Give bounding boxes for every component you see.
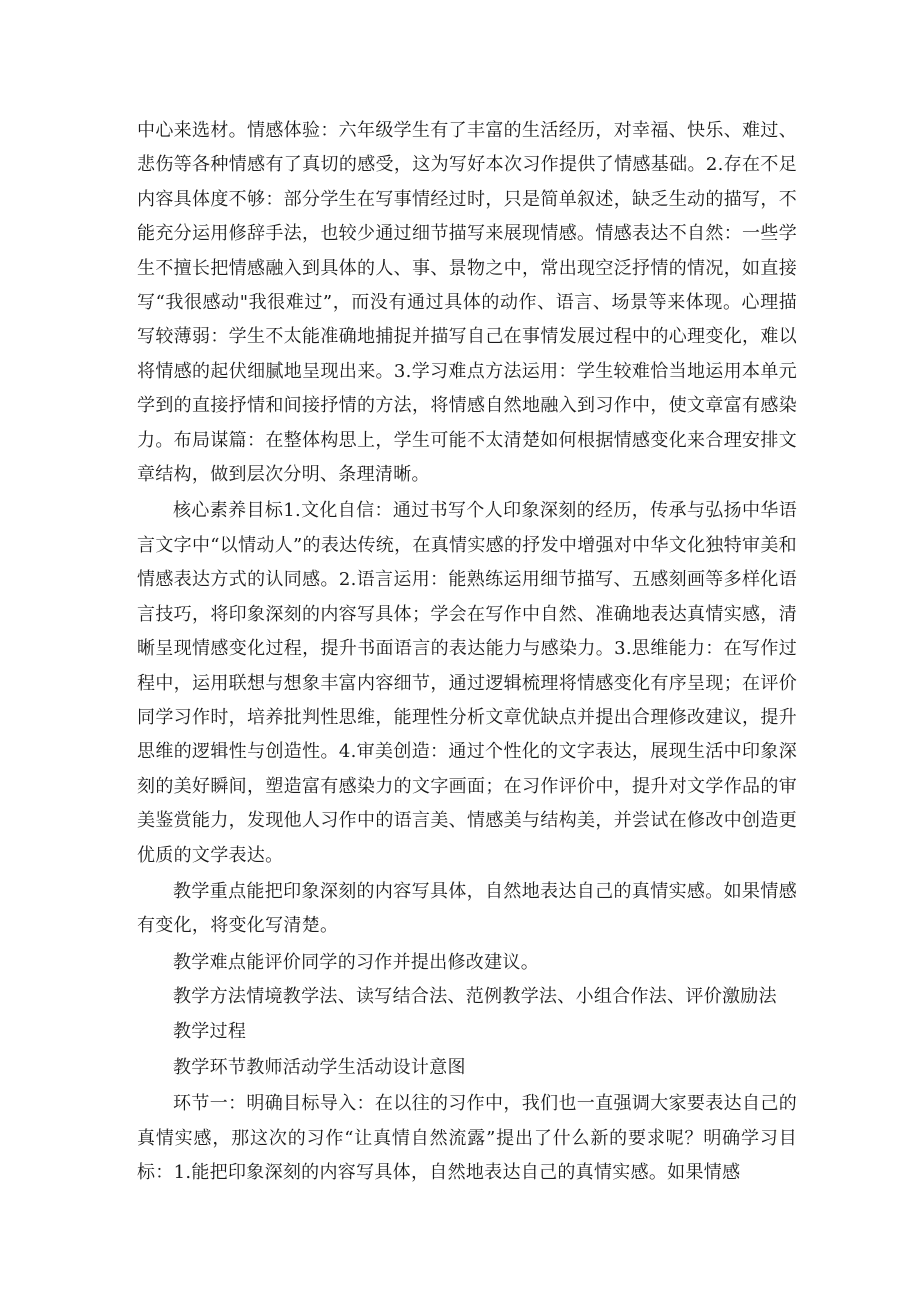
document-body [137, 114, 797, 1191]
paragraph-section-one: 环节一：明确目标导入：在以往的习作中，我们也一直强调大家要表达自己的真情实感，那这次的习作“让真情自然流露”提出了什么新的要求呢？明确学习目标：1.能把印象深刻的内容写具体，自然地表达自己的真情实感。如果情感 [137, 1093, 797, 1184]
paragraph-table-header: 教学环节教师活动学生活动设计意图 [173, 1056, 466, 1078]
paragraph-teaching-difficulty: 教学难点能评价同学的习作并提出修改建议。 [173, 951, 539, 973]
paragraph-teaching-methods: 教学方法情境教学法、读写结合法、范例教学法、小组合作法、评价激励法 [173, 986, 777, 1008]
paragraph-teaching-focus: 教学重点能把印象深刻的内容写具体，自然地表达自己的真情实感。如果情感有变化，将变化写清楚。 [137, 880, 797, 937]
paragraph-core-literacy-goals: 核心素养目标1.文化自信：通过书写个人印象深刻的经历，传承与弘扬中华语言文字中“以情动人”的表达传统，在真情实感的抒发中增强对中华文化独特审美和情感表达方式的认同感。2.语言运用：能熟练运用细节描写、五感刻画等多样化语言技巧，将印象深刻的内容写具体；学会在写作中自然、准确地表达真情实感，清晰呈现情感变化过程，提升书面语言的表达能力与感染力。3.思维能力：在写作过程中，运用联想与想象丰富内容细节，通过逻辑梳理将情感变化有序呈现；在评价同学习作时，培养批判性思维，能理性分析文章优缺点并提出合理修改建议，提升思维的逻辑性与创造性。4.审美创造：通过个性化的文字表达，展现生活中印象深刻的美好瞬间，塑造富有感染力的文字画面；在习作评价中，提升对文学作品的审美鉴赏能力，发现他人习作中的语言美、情感美与结构美，并尝试在修改中创造更优质的文学表达。 [137, 500, 797, 866]
paragraph-student-analysis: 中心来选材。情感体验：六年级学生有了丰富的生活经历，对幸福、快乐、难过、悲伤等各种情感有了真切的感受，这为写好本次习作提供了情感基础。2.存在不足内容具体度不够：部分学生在写事情经过时，只是简单叙述，缺乏生动的描写，不能充分运用修辞手法，也较少通过细节描写来展现情感。情感表达不自然：一些学生不擅长把情感融入到具体的人、事、景物之中，常出现空泛抒情的情况，如直接写“我很感动"我很难过”，而没有通过具体的动作、语言、场景等来体现。心理描写较薄弱：学生不太能准确地捕捉并描写自己在事情发展过程中的心理变化，难以将情感的起伏细腻地呈现出来。3.学习难点方法运用：学生较难恰当地运用本单元学到的直接抒情和间接抒情的方法，将情感自然地融入到习作中，使文章富有感染力。布局谋篇：在整体构思上，学生可能不太清楚如何根据情感变化来合理安排文章结构，做到层次分明、条理清晰。 [137, 120, 797, 486]
paragraph-teaching-process-heading: 教学过程 [173, 1020, 247, 1042]
